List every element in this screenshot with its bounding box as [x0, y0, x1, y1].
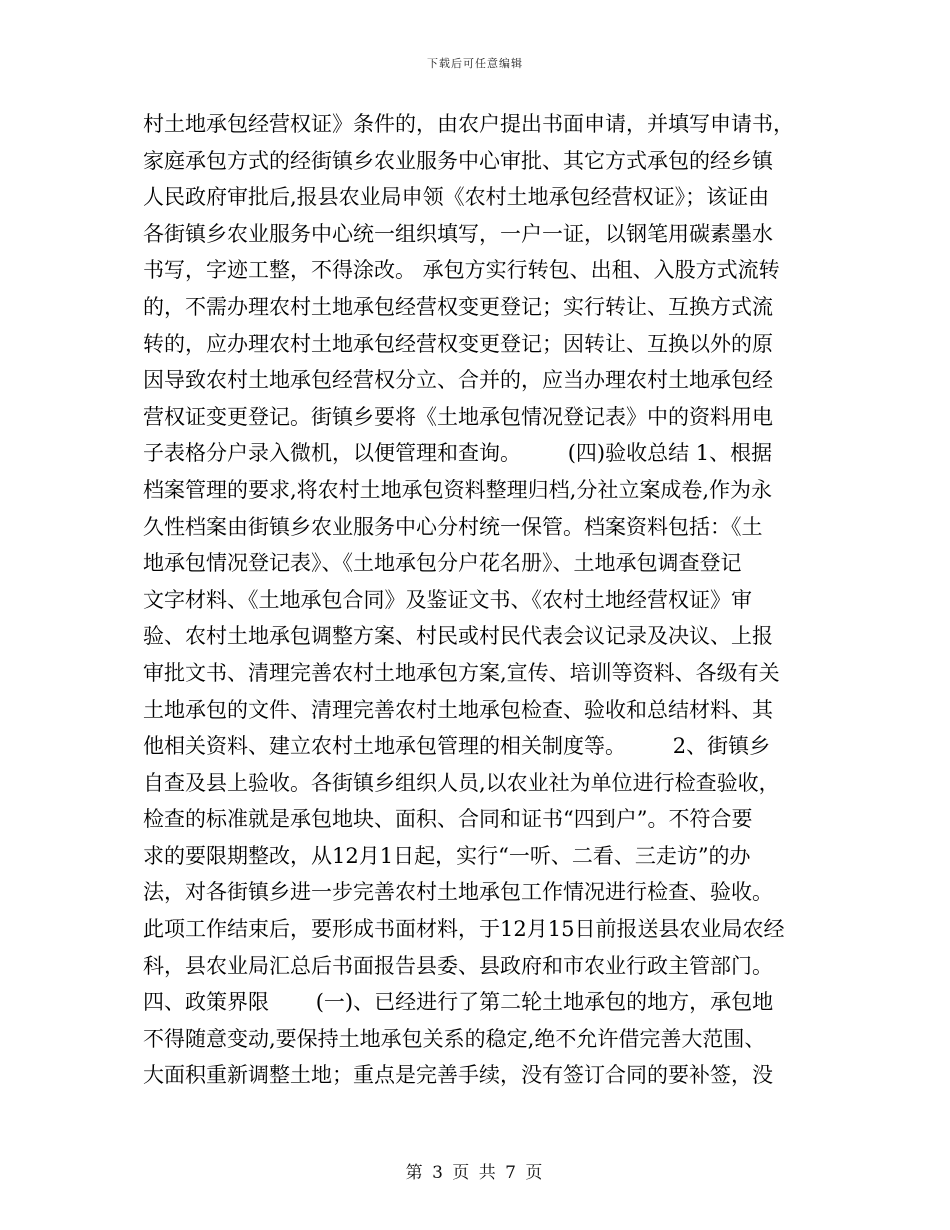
body-line: 地承包情况登记表》、《土地承包分户花名册》、土地承包调查登记	[143, 551, 742, 576]
body-line: 村土地承包经营权证》条件的，由农户提出书面申请，并填写申请书，	[143, 112, 794, 136]
page-header-note: 下载后可任意编辑	[427, 57, 523, 70]
body-line: 家庭承包方式的经街镇乡农业服务中心审批、其它方式承包的经乡镇	[143, 148, 773, 173]
body-line: 久性档案由街镇乡农业服务中心分村统一保管。档案资料包括：《土	[143, 514, 763, 539]
body-line: 子表格分户录入微机，以便管理和查询。 (四)验收总结 1、根据	[143, 441, 773, 466]
body-line: 书写，字迹工整，不得涂改。 承包方实行转包、出租、入股方式流转	[143, 258, 780, 283]
body-line: 四、政策界限 (一)、已经进行了第二轮土地承包的地方，承包地	[143, 990, 774, 1015]
body-line: 人民政府审批后,报县农业局申领《农村土地承包经营权证》；该证由	[143, 185, 770, 210]
body-line: 土地承包的文件、清理完善农村土地承包检查、验收和总结材料、其	[143, 697, 773, 722]
body-line: 科，县农业局汇总后书面报告县委、县政府和市农业行政主管部门。	[143, 953, 773, 978]
body-line: 各街镇乡农业服务中心统一组织填写，一户一证，以钢笔用碳素墨水	[143, 221, 773, 246]
body-line: 验、农村土地承包调整方案、村民或村民代表会议记录及决议、上报	[143, 624, 773, 649]
body-line: 文字材料、《土地承包合同》及鉴证文书、《农村土地经营权证》审	[143, 587, 752, 612]
body-line: 的，不需办理农村土地承包经营权变更登记；实行转让、互换方式流	[143, 294, 773, 319]
body-line: 自查及县上验收。各街镇乡组织人员,以农业社为单位进行检查验收，	[143, 770, 780, 795]
body-line: 审批文书、清理完善农村土地承包方案,宣传、培训等资料、各级有关	[143, 660, 780, 685]
body-line: 检查的标准就是承包地块、面积、合同和证书“四到户”。不符合要	[143, 807, 753, 832]
body-line: 不得随意变动,要保持土地承包关系的稳定,绝不允许借完善大范围、	[143, 1026, 766, 1051]
body-line: 转的，应办理农村土地承包经营权变更登记；因转让、互换以外的原	[143, 331, 773, 356]
page-number-footer: 第 3 页 共 7 页	[405, 1163, 545, 1183]
body-line: 因导致农村土地承包经营权分立、合并的，应当办理农村土地承包经	[143, 368, 773, 393]
body-line: 档案管理的要求,将农村土地承包资料整理归档,分社立案成卷,作为永	[143, 477, 773, 502]
body-line: 求的要限期整改，从12月1日起，实行“一听、二看、三走访”的办	[143, 843, 751, 868]
body-line: 法，对各街镇乡进一步完善农村土地承包工作情况进行检查、验收。	[143, 880, 773, 905]
body-line: 此项工作结束后，要形成书面材料，于12月15日前报送县农业局农经	[143, 917, 785, 942]
body-line: 营权证变更登记。街镇乡要将《土地承包情况登记表》中的资料用电	[143, 404, 773, 429]
body-line: 他相关资料、建立农村土地承包管理的相关制度等。 2、街镇乡	[143, 734, 771, 759]
document-body	[143, 106, 807, 1094]
body-line: 大面积重新调整土地；重点是完善手续，没有签订合同的要补签，没	[143, 1063, 773, 1088]
